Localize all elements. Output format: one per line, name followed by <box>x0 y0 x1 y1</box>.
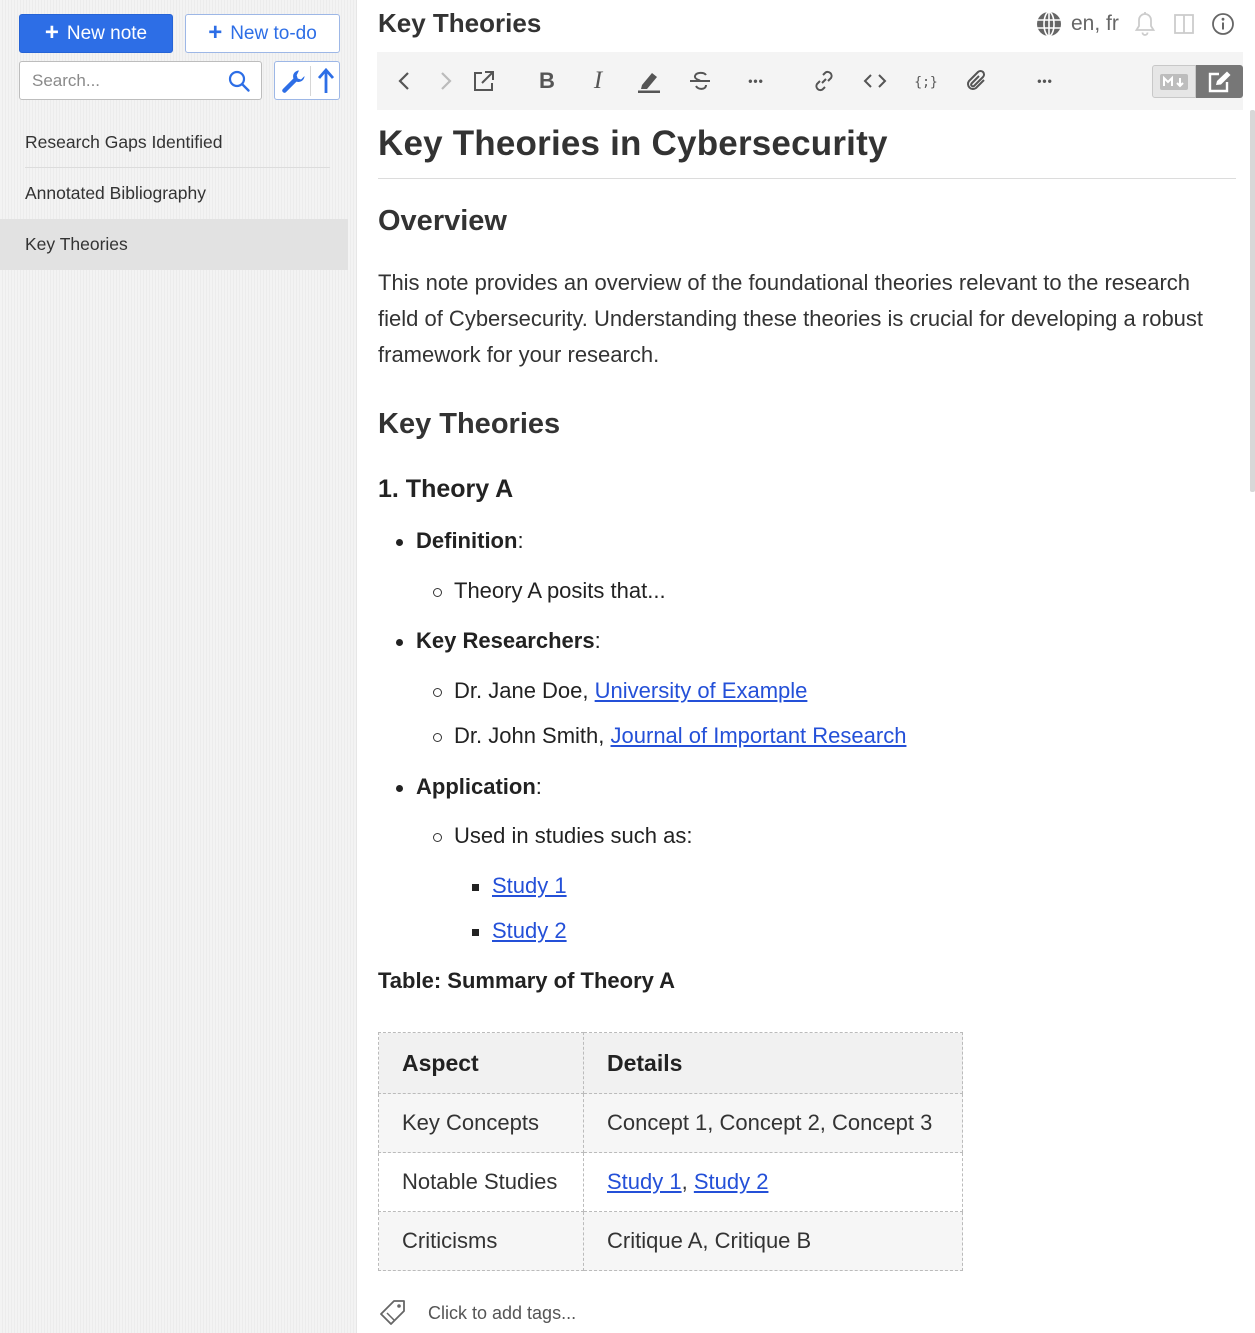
bullet-square <box>472 884 479 891</box>
highlight-button[interactable] <box>634 66 664 96</box>
tool-divider <box>310 66 311 96</box>
attach-icon <box>964 68 990 94</box>
editor-scrollbar[interactable] <box>1250 110 1255 492</box>
sidebar-tools <box>274 61 340 100</box>
inline-code-icon <box>862 68 888 94</box>
language-label: en, fr <box>1071 12 1119 35</box>
strikethrough-icon <box>687 68 713 94</box>
bullet-circle <box>433 688 442 697</box>
plus-icon: + <box>44 18 59 46</box>
layout-toggle-icon[interactable] <box>1173 13 1195 35</box>
code-block-icon <box>913 68 939 94</box>
subsection-heading-theory-a: 1. Theory A <box>378 475 514 503</box>
svg-text:{;}: {;} <box>914 75 938 90</box>
more-icon: ••• <box>1037 74 1053 88</box>
table-cell-aspect: Notable Studies <box>379 1153 584 1212</box>
colon: : <box>594 628 601 653</box>
colon: : <box>535 774 542 799</box>
more-icon: ••• <box>748 74 764 88</box>
table-study-1-link[interactable]: Study 1 <box>607 1169 682 1194</box>
table-row <box>379 1153 963 1212</box>
link-icon <box>811 68 837 94</box>
table-cell-details <box>584 1153 963 1212</box>
bullet-square <box>472 929 479 936</box>
list-item-study-1 <box>492 873 567 899</box>
inline-code-button[interactable] <box>860 66 890 96</box>
table-header-aspect: Aspect <box>379 1033 584 1094</box>
markdown-mode-button[interactable] <box>1152 65 1196 98</box>
list-item-researchers <box>416 628 601 654</box>
table-header-row <box>379 1033 963 1094</box>
edit-icon <box>1207 70 1233 94</box>
overview-paragraph: This note provides an overview of the foundational theories relevant to the research field of Cybersecurity. Understanding these theories is crucial for developing a robust framework for your research. <box>378 270 1204 367</box>
bullet-dot <box>396 785 403 792</box>
section-heading-key-theories: Key Theories <box>378 408 561 440</box>
attach-file-button[interactable] <box>962 66 992 96</box>
bullet-circle <box>433 588 442 597</box>
list-item-application-text: Used in studies such as: <box>454 823 693 848</box>
strikethrough-button[interactable] <box>685 66 715 96</box>
sidebar-actions <box>19 14 340 54</box>
rich-text-mode-button[interactable] <box>1196 65 1243 98</box>
table-study-2-link[interactable]: Study 2 <box>693 1169 769 1194</box>
globe-icon <box>1035 10 1063 38</box>
university-of-example-link[interactable]: University of Example <box>594 678 808 703</box>
new-note-button[interactable] <box>19 14 173 53</box>
add-tags-button[interactable] <box>378 1298 576 1328</box>
researchers-label: Key Researchers <box>416 628 595 653</box>
table-cell-aspect: Criticisms <box>379 1212 584 1271</box>
editor-mode-toggle <box>1152 65 1243 98</box>
bell-icon[interactable] <box>1133 11 1157 37</box>
tag-icon <box>378 1298 408 1328</box>
code-block-button[interactable] <box>911 66 941 96</box>
note-list <box>0 117 348 270</box>
sort-order-icon[interactable] <box>315 67 337 95</box>
section-heading-overview: Overview <box>378 205 507 237</box>
search-input[interactable] <box>20 62 225 99</box>
journal-link[interactable]: Journal of Important Research <box>610 723 907 748</box>
researcher-1-name: Dr. Jane Doe, <box>454 678 595 703</box>
list-item-researcher-2 <box>454 723 906 749</box>
document-heading: Key Theories in Cybersecurity <box>378 124 888 163</box>
list-item-definition-text: Theory A posits that... <box>454 578 666 603</box>
spellcheck-language[interactable] <box>1035 10 1119 38</box>
italic-button[interactable] <box>583 66 613 96</box>
bold-button[interactable] <box>532 66 562 96</box>
table-cell-details: Critique A, Critique B <box>584 1212 963 1271</box>
link-separator: , <box>681 1169 694 1194</box>
table-row <box>379 1212 963 1271</box>
markdown-icon <box>1159 73 1189 91</box>
table-cell-details: Concept 1, Concept 2, Concept 3 <box>584 1094 963 1153</box>
colon: : <box>517 528 524 553</box>
note-list-item-selected[interactable] <box>0 219 348 270</box>
forward-button[interactable] <box>430 66 460 96</box>
wrench-icon[interactable] <box>280 68 306 94</box>
info-icon[interactable] <box>1211 12 1235 36</box>
add-tags-label: Click to add tags... <box>428 1302 577 1323</box>
bullet-circle <box>433 733 442 742</box>
plus-icon: + <box>208 18 223 46</box>
list-item-application <box>416 774 542 800</box>
table-row <box>379 1094 963 1153</box>
table-caption: Table: Summary of Theory A <box>378 968 676 993</box>
new-todo-button[interactable] <box>185 14 340 53</box>
list-item-definition <box>416 528 524 554</box>
back-button[interactable] <box>390 66 420 96</box>
italic-icon: I <box>593 67 603 94</box>
summary-table <box>378 1032 963 1271</box>
search-box <box>19 61 262 100</box>
forward-icon <box>432 68 458 94</box>
note-title[interactable]: Key Theories <box>378 8 542 38</box>
table-cell-aspect: Key Concepts <box>379 1094 584 1153</box>
bullet-circle <box>433 833 442 842</box>
study-1-link[interactable]: Study 1 <box>492 873 567 898</box>
note-list-item-title: Research Gaps Identified <box>25 132 223 152</box>
bullet-dot <box>396 639 403 646</box>
external-edit-button[interactable] <box>469 66 499 96</box>
note-list-item[interactable] <box>0 117 348 168</box>
heading-rule <box>378 178 1236 179</box>
application-label: Application <box>416 774 536 799</box>
list-item-study-2 <box>492 918 567 944</box>
bullet-dot <box>396 539 403 546</box>
table-header-details: Details <box>584 1033 963 1094</box>
highlight-icon <box>636 68 662 94</box>
list-item-researcher-1 <box>454 678 807 704</box>
study-2-link[interactable]: Study 2 <box>492 918 567 943</box>
link-button[interactable] <box>809 66 839 96</box>
researcher-2-name: Dr. John Smith, <box>454 723 611 748</box>
bold-icon: B <box>539 68 555 93</box>
note-list-item-title: Key Theories <box>25 234 128 254</box>
sidebar <box>0 0 357 1333</box>
new-todo-label: New to-do <box>230 22 317 44</box>
back-icon <box>392 68 418 94</box>
note-list-item[interactable] <box>0 168 348 219</box>
search-icon[interactable] <box>227 69 251 93</box>
more-options-button[interactable] <box>1030 66 1060 96</box>
definition-label: Definition <box>416 528 518 553</box>
new-note-label: New note <box>66 22 148 44</box>
editor-toolbar <box>377 52 1243 110</box>
note-list-item-title: Annotated Bibliography <box>25 183 206 203</box>
external-edit-icon <box>471 68 497 94</box>
more-formatting-button[interactable] <box>741 66 771 96</box>
